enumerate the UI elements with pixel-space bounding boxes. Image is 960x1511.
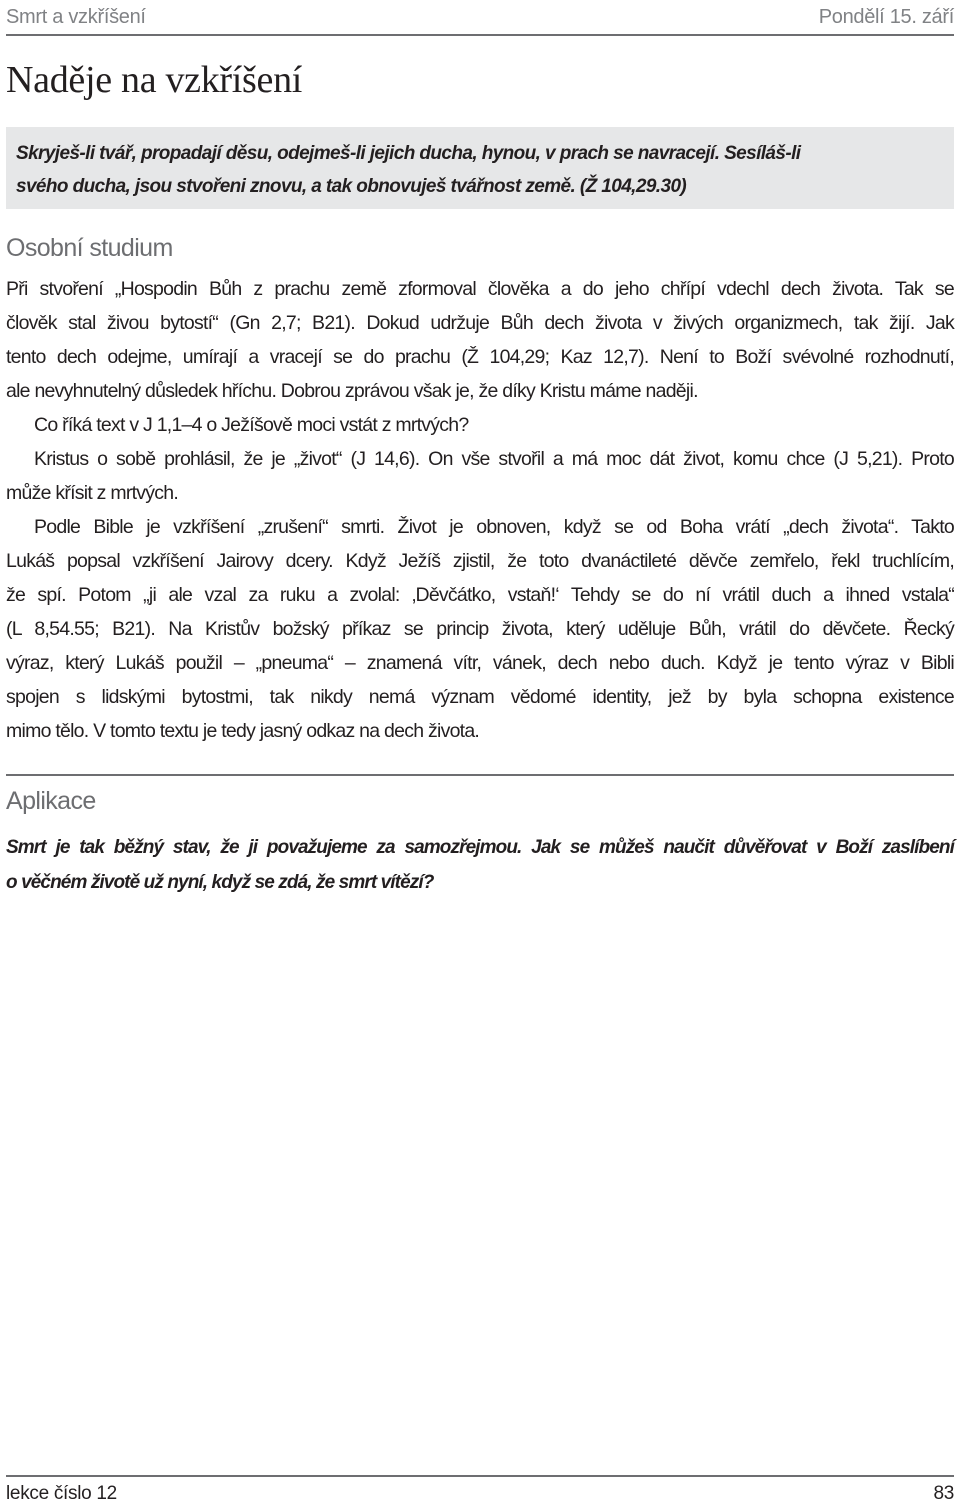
study-text-line: mimo tělo. V tomto textu je tedy jasný odkaz na dech života. <box>6 720 480 742</box>
section-heading-application: Aplikace <box>6 787 96 815</box>
study-text-line: může křísit z mrtvých. <box>6 482 179 504</box>
study-text-line: (L 8,54.55; B21). Na Kristův božský příkaz se princip života, který uděluje Bůh, vrátil do děvčete. Řecký <box>6 618 954 640</box>
section-heading-personal-study: Osobní studium <box>6 234 173 262</box>
section-divider <box>6 774 954 776</box>
study-text-line: že spí. Potom „ji ale vzal za ruku a zvolal: ‚Děvčátko, vstaň!‘ Tehdy se do ní vrátil duch a ihned vstala“ <box>6 584 954 606</box>
study-text-line: Lukáš popsal vzkříšení Jairovy dcery. Když Ježíš zjistil, že toto dvanáctileté děvče zemřelo, řekl truchlícím, <box>6 550 954 572</box>
application-text <box>6 830 954 900</box>
page-number: 83 <box>933 1483 954 1504</box>
study-text-line: spojen s lidskými bytostmi, tak nikdy nemá význam vědomé identity, jež by byla schopna existence <box>6 686 954 708</box>
memory-verse-line: svého ducha, jsou stvořeni znovu, a tak obnovuješ tvářnost země. (Ž 104,29.30) <box>16 176 687 197</box>
memory-verse-box <box>6 127 954 209</box>
page-header <box>6 0 954 36</box>
personal-study-text <box>6 272 954 748</box>
memory-verse-line: Skryješ-li tvář, propadají děsu, odejmeš-li jejich ducha, hynou, v prach se navracejí. Sesíláš-li <box>16 143 801 164</box>
study-text-line: ale nevyhnutelný důsledek hříchu. Dobrou zprávou však je, že díky Kristu máme naději. <box>6 380 698 402</box>
study-text-line: výraz, který Lukáš použil – „pneuma“ – znamená vítr, vánek, dech nebo duch. Když je tento výraz v Bibli <box>6 652 954 674</box>
lesson-number: lekce číslo 12 <box>6 1483 117 1504</box>
study-text-line: Podle Bible je vzkříšení „zrušení“ smrti. Život je obnoven, když se od Boha vrátí „dech života“. Takto <box>34 516 954 538</box>
application-text-line: o věčném životě už nyní, když se zdá, že smrt vítězí? <box>6 872 434 893</box>
study-text-line: člověk stal živou bytostí“ (Gn 2,7; B21). Dokud udržuje Bůh dech života v živých organizmech, tak žijí. Jak <box>6 312 954 334</box>
chapter-title: Smrt a vzkříšení <box>6 5 146 28</box>
study-text-line: Kristus o sobě prohlásil, že je „život“ (J 14,6). On vše stvořil a má moc dát život, komu chce (J 5,21). Proto <box>34 448 954 470</box>
page-title: Naděje na vzkříšení <box>6 59 303 101</box>
page-footer <box>6 1475 954 1511</box>
application-text-line: Smrt je tak běžný stav, že ji považujeme za samozřejmou. Jak se můžeš naučit důvěřovat v Boží zaslíbení <box>6 837 954 858</box>
study-text-line: tento dech odejme, umírají a vracejí se do prachu (Ž 104,29; Kaz 12,7). Není to Boží svévolné rozhodnutí, <box>6 346 954 368</box>
day-date: Pondělí 15. září <box>818 5 954 28</box>
study-question: Co říká text v J 1,1–4 o Ježíšově moci vstát z mrtvých? <box>34 414 469 436</box>
study-text-line: Při stvoření „Hospodin Bůh z prachu země zformoval člověka a do jeho chřípí vdechl dech života. Tak se <box>6 278 954 300</box>
